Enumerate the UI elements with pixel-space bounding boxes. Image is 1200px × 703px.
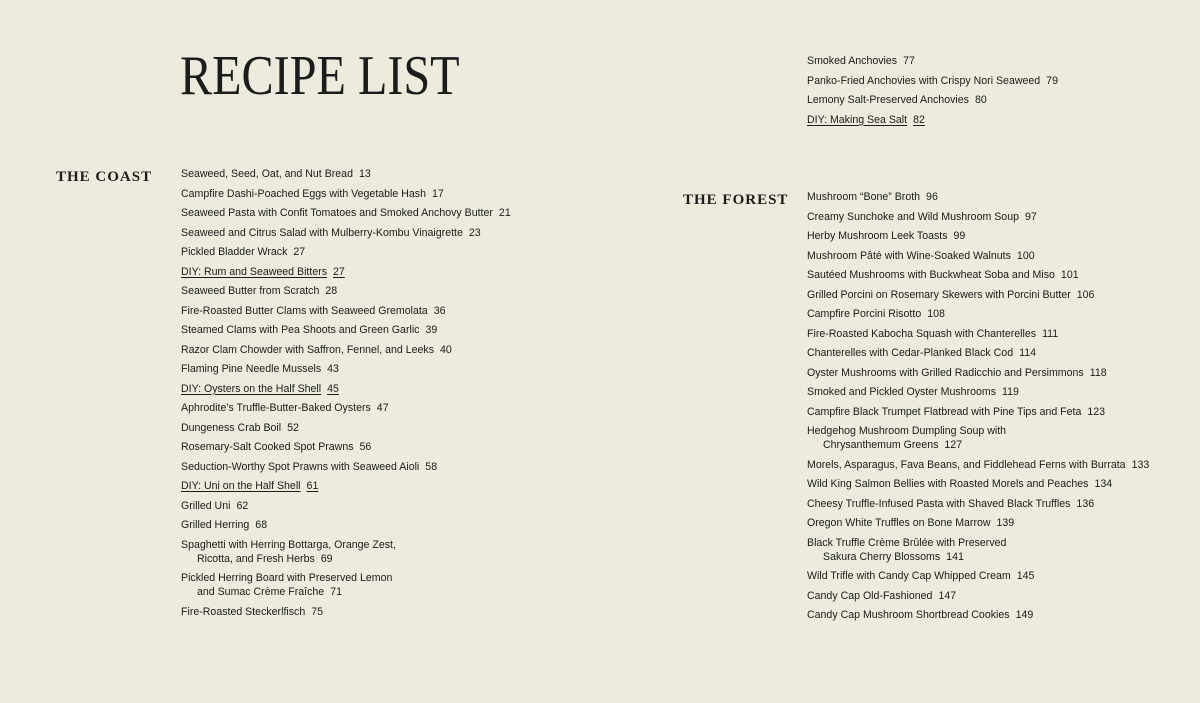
- recipe-list-coast: [181, 164, 511, 621]
- page-number: 61: [306, 480, 319, 492]
- diy-recipe-link[interactable]: [807, 110, 1058, 130]
- recipe-entry: [807, 343, 1149, 363]
- recipe-title: Panko-Fried Anchovies with Crispy Nori Seaweed: [807, 74, 1041, 87]
- recipe-title: Seaweed and Citrus Salad with Mulberry-Kombu Vinaigrette: [181, 226, 463, 239]
- page-number: 45: [327, 382, 339, 395]
- recipe-title: Steamed Clams with Pea Shoots and Green Garlic: [181, 324, 420, 336]
- recipe-entry: [807, 474, 1149, 494]
- recipe-entry: [181, 535, 511, 569]
- page-number: 13: [358, 168, 371, 180]
- recipe-entry: [181, 281, 511, 301]
- recipe-title: Seduction-Worthy Spot Prawns with Seaweed Aioli: [181, 460, 420, 473]
- recipe-entry: [181, 242, 511, 262]
- recipe-title: Sautéed Mushrooms with Buckwheat Soba and Miso: [807, 269, 1055, 281]
- page-number: 52: [287, 421, 299, 434]
- recipe-entry: [807, 605, 1149, 625]
- recipe-entry: [181, 320, 511, 340]
- recipe-entry: [181, 184, 511, 204]
- recipe-entry: [807, 586, 1149, 606]
- recipe-title: Wild King Salmon Bellies with Roasted Morels and Peaches: [807, 478, 1089, 490]
- recipe-entry: [807, 285, 1149, 305]
- page-number: 101: [1060, 269, 1079, 281]
- page-number: 69: [320, 552, 333, 565]
- recipe-title: Creamy Sunchoke and Wild Mushroom Soup: [807, 210, 1019, 223]
- recipe-list-forest: [807, 187, 1149, 625]
- page-number: 39: [425, 324, 438, 336]
- page-number: 47: [376, 402, 389, 414]
- diy-recipe-link[interactable]: [181, 476, 511, 496]
- page-number: 80: [974, 94, 987, 106]
- page-number: 62: [236, 499, 249, 512]
- recipe-title: Fire-Roasted Butter Clams with Seaweed Gremolata: [181, 304, 428, 317]
- recipe-title: Rosemary-Salt Cooked Spot Prawns: [181, 441, 354, 453]
- diy-recipe-link[interactable]: [181, 379, 511, 399]
- recipe-title: Aphrodite’s Truffle-Butter-Baked Oysters: [181, 402, 371, 414]
- page-number: 141: [946, 550, 964, 563]
- recipe-entry: [807, 71, 1058, 91]
- recipe-title: DIY: Uni on the Half Shell: [181, 480, 301, 492]
- page-number: 28: [325, 285, 338, 297]
- page-number: 40: [440, 343, 452, 356]
- recipe-entry: [181, 359, 511, 379]
- page-number: 21: [498, 207, 511, 219]
- recipe-entry: [807, 324, 1149, 344]
- page-number: 114: [1019, 347, 1036, 359]
- section-heading-forest: THE FOREST: [683, 192, 789, 208]
- page-number: 147: [938, 589, 957, 602]
- recipe-entry: [181, 515, 511, 535]
- page-number: 96: [926, 191, 938, 203]
- page-number: 136: [1076, 497, 1095, 510]
- recipe-title: DIY: Making Sea Salt: [807, 113, 908, 126]
- page-number: 27: [333, 265, 345, 278]
- recipe-title: Grilled Uni: [181, 499, 231, 512]
- page-number: 58: [425, 460, 438, 473]
- recipe-entry: [807, 513, 1149, 533]
- recipe-entry: [181, 568, 511, 602]
- page-number: 75: [311, 605, 324, 618]
- recipe-title: Flaming Pine Needle Mussels: [181, 363, 322, 375]
- diy-recipe-link[interactable]: [181, 262, 511, 282]
- page-number: 68: [255, 519, 268, 531]
- page-number: 23: [468, 226, 481, 239]
- recipe-title: Cheesy Truffle-Infused Pasta with Shaved Black Truffles: [807, 497, 1071, 510]
- recipe-title: Dungeness Crab Boil: [181, 421, 282, 434]
- page-number: 149: [1015, 609, 1034, 621]
- recipe-title: and Sumac Crème Fraîche: [197, 586, 325, 598]
- page-number: 82: [913, 113, 925, 126]
- recipe-title: Sakura Cherry Blossoms: [823, 550, 941, 563]
- recipe-title: Fire-Roasted Steckerlfisch: [181, 605, 306, 618]
- recipe-title: Herby Mushroom Leek Toasts: [807, 230, 948, 242]
- recipe-entry: [807, 402, 1149, 422]
- section-heading-coast: THE COAST: [56, 169, 153, 185]
- page-number: 134: [1094, 478, 1113, 490]
- recipe-entry: [807, 533, 1149, 567]
- recipe-title: Chrysanthemum Greens: [823, 439, 939, 451]
- recipe-entry: [181, 437, 511, 457]
- recipe-title: Morels, Asparagus, Fava Beans, and Fiddlehead Ferns with Burrata: [807, 458, 1126, 471]
- recipe-title: Ricotta, and Fresh Herbs: [197, 552, 315, 565]
- page-number: 17: [431, 187, 444, 200]
- recipe-entry: [807, 207, 1149, 227]
- recipe-entry: [807, 246, 1149, 266]
- recipe-title: Grilled Porcini on Rosemary Skewers with Porcini Butter: [807, 288, 1071, 301]
- page-number: 108: [927, 308, 945, 320]
- page-number: 43: [327, 363, 339, 375]
- page-number: 127: [944, 439, 963, 451]
- recipe-title: Mushroom Pâté with Wine-Soaked Walnuts: [807, 249, 1011, 262]
- recipe-entry: [807, 382, 1149, 402]
- recipe-title: Fire-Roasted Kabocha Squash with Chanterelles: [807, 327, 1037, 340]
- recipe-entry: [807, 494, 1149, 514]
- page-number: 123: [1087, 405, 1106, 418]
- page-title: RECIPE LIST: [180, 45, 460, 107]
- recipe-entry: [807, 566, 1149, 586]
- page-number: 27: [293, 246, 306, 258]
- recipe-title: Mushroom “Bone” Broth: [807, 191, 921, 203]
- recipe-title: Candy Cap Mushroom Shortbread Cookies: [807, 609, 1010, 621]
- recipe-entry: [807, 304, 1149, 324]
- recipe-title: Candy Cap Old-Fashioned: [807, 589, 933, 602]
- page-number: 77: [903, 55, 915, 67]
- recipe-title: Pickled Bladder Wrack: [181, 246, 288, 258]
- page-number: 56: [359, 441, 372, 453]
- recipe-entry: [181, 164, 511, 184]
- recipe-entry: [181, 496, 511, 516]
- recipe-title: Campfire Porcini Risotto: [807, 308, 922, 320]
- page-number: 99: [953, 230, 966, 242]
- recipe-title: Oyster Mushrooms with Grilled Radicchio and Persimmons: [807, 366, 1084, 379]
- page-number: 145: [1016, 570, 1035, 582]
- recipe-list-coast-continued: [807, 51, 1058, 129]
- page-number: 71: [330, 586, 342, 598]
- page-number: 106: [1076, 288, 1095, 301]
- recipe-entry: [807, 51, 1058, 71]
- recipe-entry: [807, 265, 1149, 285]
- recipe-entry: [181, 418, 511, 438]
- recipe-title: Pickled Herring Board with Preserved Lemon: [181, 572, 393, 584]
- recipe-title: Black Truffle Crème Brûlée with Preserved: [807, 536, 1007, 549]
- recipe-title: Grilled Herring: [181, 519, 250, 531]
- recipe-title: Campfire Dashi-Poached Eggs with Vegetable Hash: [181, 187, 426, 200]
- recipe-title: DIY: Oysters on the Half Shell: [181, 382, 322, 395]
- recipe-title: Hedgehog Mushroom Dumpling Soup with: [807, 425, 1007, 437]
- recipe-title: Lemony Salt-Preserved Anchovies: [807, 94, 969, 106]
- recipe-title: Seaweed Butter from Scratch: [181, 285, 320, 297]
- recipe-title: Smoked and Pickled Oyster Mushrooms: [807, 386, 996, 398]
- recipe-entry: [181, 203, 511, 223]
- recipe-entry: [807, 455, 1149, 475]
- page-number: 118: [1089, 366, 1107, 379]
- recipe-title: Smoked Anchovies: [807, 55, 898, 67]
- recipe-title: Campfire Black Trumpet Flatbread with Pine Tips and Feta: [807, 405, 1082, 418]
- recipe-title: Razor Clam Chowder with Saffron, Fennel, and Leeks: [181, 343, 435, 356]
- recipe-entry: [807, 90, 1058, 110]
- recipe-title: Spaghetti with Herring Bottarga, Orange Zest,: [181, 538, 396, 551]
- recipe-entry: [181, 602, 511, 622]
- recipe-entry: [181, 301, 511, 321]
- recipe-entry: [181, 457, 511, 477]
- recipe-entry: [181, 340, 511, 360]
- page-number: 111: [1042, 327, 1059, 340]
- page-number: 36: [433, 304, 446, 317]
- recipe-entry: [181, 223, 511, 243]
- recipe-entry: [807, 363, 1149, 383]
- page-number: 119: [1002, 386, 1019, 398]
- recipe-title: DIY: Rum and Seaweed Bitters: [181, 265, 328, 278]
- page-number: 139: [996, 517, 1015, 529]
- recipe-title: Oregon White Truffles on Bone Marrow: [807, 517, 991, 529]
- recipe-title: Wild Trifle with Candy Cap Whipped Cream: [807, 570, 1011, 582]
- recipe-title: Seaweed, Seed, Oat, and Nut Bread: [181, 168, 353, 180]
- recipe-entry: [807, 226, 1149, 246]
- recipe-title: Seaweed Pasta with Confit Tomatoes and Smoked Anchovy Butter: [181, 207, 493, 219]
- recipe-entry: [807, 421, 1149, 455]
- recipe-title: Chanterelles with Cedar-Planked Black Cod: [807, 347, 1014, 359]
- recipe-entry: [807, 187, 1149, 207]
- page-number: 97: [1024, 210, 1037, 223]
- page-number: 100: [1016, 249, 1035, 262]
- page-number: 79: [1046, 74, 1058, 87]
- recipe-entry: [181, 398, 511, 418]
- page-number: 133: [1131, 458, 1150, 471]
